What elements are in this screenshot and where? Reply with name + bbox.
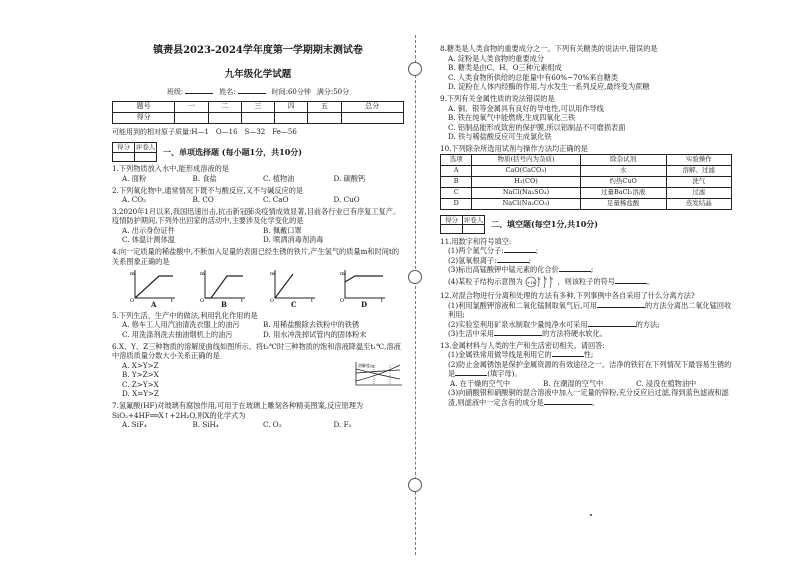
punch-hole-middle [408, 270, 422, 284]
option-c[interactable]: C. 体温计测体温 [122, 235, 175, 245]
q11-item-3: (3)标出高锰酸钾中锰元素的化合价 ; [448, 265, 594, 275]
section2-header [440, 215, 732, 235]
name-field[interactable] [219, 88, 265, 97]
item-text: (3)生活中采用 [448, 329, 495, 339]
grader-box [440, 215, 485, 235]
question-text: 2.下列氧化物中,通常情况下既不与酸反应,又不与碱反应的是 [112, 185, 304, 195]
table-cell: 蒸发结晶 [666, 198, 731, 209]
graph-d-label: D [361, 300, 368, 310]
answer-blank[interactable] [552, 356, 584, 357]
q13-item-3 [440, 388, 732, 407]
item-text: (1)两个氮气分子: [448, 246, 504, 256]
option-d[interactable]: D. CuO [333, 195, 360, 205]
grader-reviewer-label: 评卷人 [463, 215, 484, 224]
atomic-masses: 可能用到的相对原子质量:H—1 O—16 S—32 Fe—56 [112, 127, 297, 136]
axis-m-label: m [270, 271, 275, 278]
answer-blank[interactable] [504, 252, 536, 253]
answer-blank[interactable] [597, 307, 645, 308]
solubility-chart [352, 361, 404, 387]
section1-header [112, 142, 404, 162]
score-cell[interactable] [275, 112, 308, 123]
item-text: (3)向硝酸银和硝酸铜的混合溶液中加入一定量的锌粉,充分反应后过滤,得到蓝色滤液和滤渣,则滤液中一定含有的成分是 [448, 388, 729, 407]
answer-blank[interactable] [588, 326, 636, 327]
option-c[interactable]: C. 植物油 [263, 173, 295, 183]
punch-hole-bottom [408, 478, 422, 492]
grader-reviewer-cell[interactable] [463, 225, 485, 234]
graph-c-label: C [291, 300, 297, 310]
question-13 [440, 341, 732, 408]
axis-t-label: t [381, 298, 384, 303]
question-6-body [112, 361, 404, 399]
table-row[interactable] [441, 176, 732, 187]
exam-subtitle: 九年级化学试题 [224, 69, 292, 81]
graph-d-plot [339, 268, 387, 302]
q13-item-1 [440, 350, 732, 360]
table-row[interactable] [441, 165, 732, 176]
option-b[interactable]: B. 用稀盐酸除去铁粉中的铁锈 [263, 320, 360, 330]
question-text: 8.糖类是人类食物的重要成分之一。下列有关糖类的说法中,错误的是 [440, 44, 658, 54]
item-text: ，则该粒子的符号 [557, 276, 615, 286]
section1-title: 一、单项选择题 (每小题1分，共10分) [163, 146, 303, 157]
score-cell: 题号 [113, 101, 175, 112]
table-cell: A [441, 165, 472, 176]
option-d[interactable]: D. X=Y>Z [122, 389, 159, 399]
options [112, 361, 159, 399]
purification-table [440, 154, 732, 210]
table-cell: 过滤 [666, 187, 731, 198]
grader-score-cell[interactable] [441, 225, 463, 234]
grader-reviewer-label: 评卷人 [135, 143, 156, 152]
question-10 [440, 144, 732, 210]
question-text: 10.下列除杂所选用试剂与操作方法均正确的是 [440, 144, 588, 154]
atom-structure-icon [525, 275, 555, 289]
axis-t-label: t [241, 298, 244, 303]
question-3 [112, 207, 404, 245]
grader-reviewer-cell[interactable] [135, 152, 157, 161]
score-cell: 总分 [341, 101, 403, 112]
question-1 [112, 164, 404, 183]
graph-option-c[interactable] [269, 268, 317, 308]
option-c[interactable]: C. 铝制品能形成致密的保护膜,所以铝制品不可磨损表面 [448, 122, 626, 132]
table-cell: NaCl(Na₂CO₃) [472, 198, 580, 209]
item-text: (2)氢氧根离子: [448, 255, 497, 265]
graph-option-a[interactable] [129, 268, 177, 308]
nucleus-charge: +16 [526, 279, 536, 285]
options [112, 195, 404, 205]
option-a[interactable]: A. 面粉 [122, 173, 147, 183]
question-11 [440, 237, 732, 289]
table-cell: D [441, 198, 472, 209]
option-a[interactable]: A. CO₂ [122, 195, 147, 205]
section2-title: 二、填空题(每空1分,共10分) [491, 219, 599, 230]
answer-blank[interactable] [559, 271, 591, 272]
score-cell[interactable] [208, 112, 241, 123]
option-d[interactable]: D. 喷洒消毒剂消毒 [263, 235, 324, 245]
option-d[interactable]: D. F₂ [333, 420, 352, 429]
options [112, 420, 404, 430]
graph-a-label: A [151, 300, 157, 310]
graph-b-label: B [221, 300, 227, 310]
class-label: 班级: [166, 87, 184, 96]
option-a[interactable]: A. SiF₄ [122, 420, 147, 429]
grader-score-cell[interactable] [113, 152, 135, 161]
shell-3-electrons: 8 [550, 276, 553, 281]
score-cell: 得分 [113, 112, 175, 123]
option-b[interactable]: B. Y>Z>X [122, 370, 159, 380]
left-page [112, 42, 404, 550]
graph-c-plot [269, 268, 317, 302]
option-c[interactable]: C. 用洗涤剂洗去抽油烟机上的油污 [122, 329, 233, 339]
question-text: 9.下列有关金属性质的说法错误的是 [440, 94, 555, 104]
score-cell: 三 [241, 101, 274, 112]
table-cell: 过量BaCl₂溶液 [580, 187, 666, 198]
question-text: 1.下列物质放入水中,能形成溶液的是 [112, 164, 229, 174]
answer-blank[interactable] [497, 262, 529, 263]
graph-option-d[interactable] [339, 268, 387, 308]
item-text: 性; [583, 350, 594, 360]
question-4 [112, 247, 404, 308]
question-text: 11.用数字和符号填空: [440, 236, 512, 246]
item-text: 的方法; [635, 319, 660, 329]
table-header-cell: 物质(括号内为杂质) [472, 154, 580, 165]
options [112, 320, 404, 339]
score-cell[interactable] [341, 112, 403, 123]
graph-b-plot [199, 268, 247, 302]
graph-a-plot [129, 268, 177, 302]
option-d[interactable]: D. 碳酸钙 [333, 173, 366, 183]
q12-item-3 [440, 329, 732, 339]
option-a[interactable]: A. 淀粉是人类食物的重要成分 [448, 53, 545, 63]
shell-1-electrons: 2 [538, 276, 541, 281]
graph-option-b[interactable] [199, 268, 247, 308]
fold-line [415, 35, 416, 555]
item-text: (4)某粒子结构示意图为 [448, 276, 523, 286]
question-text: 13.金属材料与人类的生产和生活密切相关。请回答: [440, 340, 605, 350]
time-label: 时间:60分钟 [271, 87, 311, 96]
option-a[interactable]: A. X>Y>Z [122, 360, 159, 370]
option-c[interactable]: C. O₂ [263, 420, 282, 429]
option-b[interactable]: B. SiH₄ [192, 420, 219, 429]
table-header-cell: 选项 [441, 154, 472, 165]
score-table-score-row [113, 112, 404, 123]
item-text: (3)标出高锰酸钾中锰元素的化合价 [448, 265, 559, 275]
q13-options [440, 379, 732, 389]
score-table [112, 101, 404, 124]
table-cell: C [441, 187, 472, 198]
options [112, 226, 404, 245]
question-5 [112, 311, 404, 340]
q11-item-4: (4)某粒子结构示意图为 +16 2 8 8 ，则该粒子的符号 。 [440, 275, 732, 289]
option-b[interactable]: B. 铁在纯氧气中能燃烧,生成四氧化三铁 [448, 113, 576, 123]
answer-blank[interactable] [615, 283, 647, 284]
table-cell: 洗气 [666, 176, 731, 187]
option-d[interactable]: D. 淀粉在人体内经酶的作用,与水发生一系列反应,最终变为蔗糖 [448, 82, 650, 92]
full-score-label: 满分:50分 [316, 87, 350, 96]
axis-m-label: m [340, 271, 345, 278]
table-cell: 灼热CuO [580, 176, 666, 187]
table-header-cell: 实验操作 [666, 154, 731, 165]
table-cell: 溶解、过滤 [666, 165, 731, 176]
question-text: 4.向一定质量的稀盐酸中,不断加入足量的表面已经生锈的铁片,产生氢气的质量m和时间t的关系图象正确的是 [112, 247, 400, 266]
table-cell: B [441, 176, 472, 187]
origin-label: O [130, 298, 135, 303]
question-2 [112, 186, 404, 205]
option-a[interactable]: A. 出示身份证件 [122, 225, 175, 235]
table-cell: NaCl(Na₂SO₄) [472, 187, 580, 198]
score-cell[interactable] [241, 112, 274, 123]
origin-label: O [270, 298, 275, 303]
answer-blank[interactable] [494, 335, 542, 336]
table-header-cell: 除杂试剂 [580, 154, 666, 165]
question-8 [440, 44, 732, 92]
origin-label: O [340, 298, 345, 303]
score-cell: 四 [275, 101, 308, 112]
origin-label: O [200, 298, 205, 303]
answer-blank[interactable] [455, 375, 487, 376]
option-c[interactable]: C. 人类食物所供给的总能量中有60%~70%来自糖类 [448, 72, 618, 82]
option-c[interactable]: C. 浸没在植物油中 [636, 378, 697, 388]
score-cell: 五 [308, 101, 341, 112]
option-b[interactable]: B. 糖类是由C、H、O三种元素组成 [448, 63, 562, 73]
question-9 [440, 94, 732, 142]
table-cell: H₂(CO) [472, 176, 580, 187]
q12-item-2 [440, 320, 732, 330]
question-12 [440, 291, 732, 339]
question-6 [112, 342, 404, 399]
score-cell[interactable] [175, 112, 208, 123]
table-cell: 足量稀盐酸 [580, 198, 666, 209]
option-b[interactable]: B. 在潮湿的空气中 [543, 378, 604, 388]
item-text: (1)金属铁常用做导线是利用它的 [448, 350, 552, 360]
option-b[interactable]: B. CO [192, 195, 214, 205]
question-text: 3.2020年1月以来,我国迅速出击,抗击新冠肺炎疫情成效显著,目前各行业已有序复工复产。疫情防护期间,下列外出回家的活动中,主要涉及化学变化的是 [112, 206, 401, 226]
option-a[interactable]: A. 在干燥的空气中 [450, 378, 511, 388]
name-label: 姓名: [219, 87, 236, 96]
item-text: (2)实验室利用矿泉水制取少量纯净水可采用 [448, 319, 588, 329]
score-cell: 二 [208, 101, 241, 112]
question-text: 7.氢氟酸(HF)对玻璃有腐蚀作用,可用于在玻璃上雕刻各种精美图案,反应原理为SiO₂+4HF══X↑+2H₂O,则X的化学式为 [112, 401, 364, 420]
q11-item-1: (1)两个氮气分子: ; [448, 246, 539, 256]
table-row[interactable] [441, 198, 732, 209]
score-cell: 一 [175, 101, 208, 112]
score-table-header-row [113, 101, 404, 112]
item-text: (1)利用氯酸钾溶液和二氧化锰制取氧气后,可用 [448, 300, 598, 310]
exam-title: 镇赉县2023-2024学年度第一学期期末测试卷 [153, 45, 363, 56]
q13-item-2 [440, 360, 732, 379]
answer-blank[interactable] [544, 404, 592, 405]
question-text: 6.X、Y、Z三种物质的溶解度曲线如图所示。将t₂℃时三种物质的饱和溶液降温至t₁℃,溶液中溶质质量分数大小关系正确的是 [112, 341, 401, 361]
options [112, 174, 404, 184]
q12-item-1 [440, 301, 732, 320]
graph-options [112, 266, 404, 308]
question-7 [112, 401, 404, 430]
table-header-row [441, 154, 732, 165]
item-text: (2)防止金属锈蚀是保护金属资源的有效途径之一。洁净的铁钉在下列情况下最容易生锈的是 [448, 359, 732, 379]
right-page [440, 42, 732, 550]
item-text: (填字母)。 [487, 369, 522, 379]
option-d[interactable]: D. 用水冲洗掉试管内的固体粉末 [263, 329, 367, 339]
option-d[interactable]: D. 铁与稀盐酸反应可生成氯化铁 [448, 132, 552, 142]
option-c[interactable]: C. CaO [263, 195, 289, 205]
item-text: 的方法分离出二氧化锰回收利用; [448, 300, 732, 320]
grader-score-label: 得分 [113, 143, 135, 153]
grader-score-label: 得分 [441, 215, 463, 225]
q11-item-2: (2)氢氧根离子: ; [448, 255, 531, 265]
shell-2-electrons: 8 [544, 276, 547, 281]
axis-t-label: t [311, 298, 314, 303]
axis-m-label: m [130, 271, 135, 278]
chart-y-label: 溶解度/g [358, 362, 374, 368]
table-cell: CaO(CaCO₃) [472, 165, 580, 176]
option-a[interactable]: A. 铜、银等金属具有良好的导电性,可以用作导线 [448, 103, 604, 113]
table-cell: 水 [580, 165, 666, 176]
option-c[interactable]: C. Z>Y>X [122, 379, 159, 389]
option-b[interactable]: B. 食盐 [192, 173, 217, 183]
option-a[interactable]: A. 修车工人用汽油清洗衣服上的油污 [122, 320, 240, 330]
table-row[interactable] [441, 187, 732, 198]
student-info-row [112, 88, 404, 97]
item-text: 。 [591, 397, 599, 407]
class-field[interactable] [167, 88, 213, 97]
item-text: 的方法将硬水软化。 [542, 329, 607, 339]
question-text: 12.对混合物进行分离和处理的方法有多种,下列事例中各自采用了什么分离方法? [440, 291, 695, 301]
score-cell[interactable] [308, 112, 341, 123]
punch-hole-top [408, 62, 422, 76]
axis-m-label: m [200, 271, 205, 278]
question-text: 5.下列生活、生产中的做法,利用乳化作用的是 [112, 310, 258, 320]
grader-box [112, 142, 157, 162]
option-b[interactable]: B. 佩戴口罩 [263, 225, 302, 235]
axis-t-label: t [171, 298, 174, 303]
